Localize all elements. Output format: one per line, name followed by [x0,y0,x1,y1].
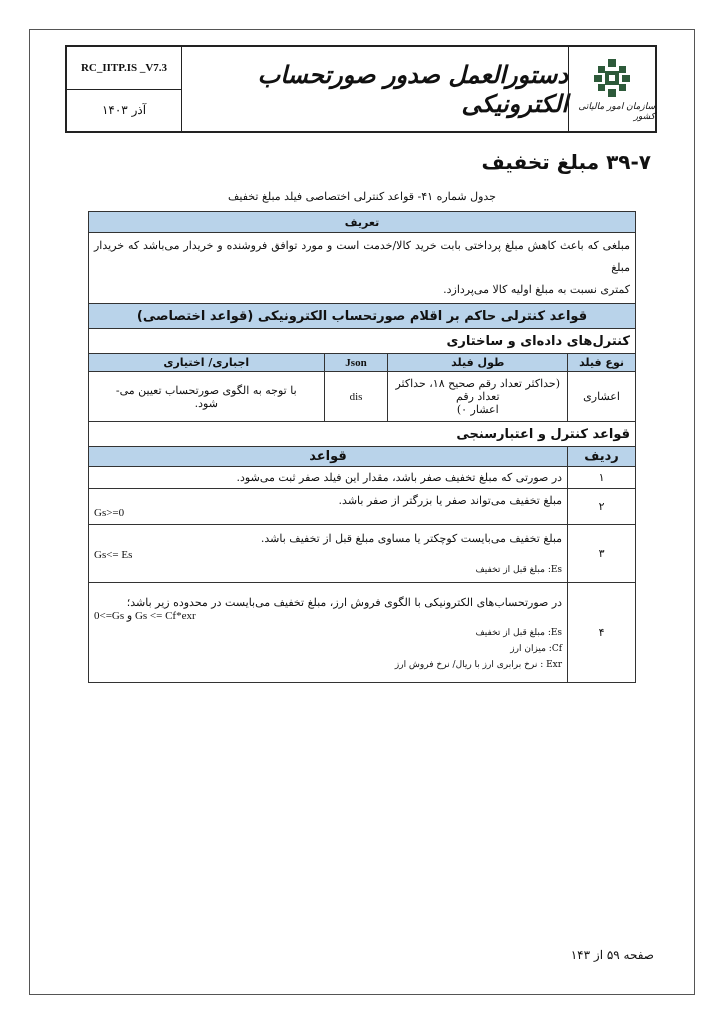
rule-row [89,525,636,583]
rule-number: ۲ [568,489,636,525]
validation-title: قواعد کنترل و اعتبارسنجی [89,422,636,447]
field-row [89,372,636,422]
definition-text [89,233,636,304]
doc-code: RC_IITP.IS _V7.3 [67,47,181,90]
rule-row [89,583,636,683]
col-json: Json [324,354,388,372]
rule-text: در صورتحساب‌های الکترونیکی با الگوی فروش ارز، مبلغ تخفیف می‌بایست در محدوده زیر باشد؛ [126,595,563,609]
json-value: dis [324,372,388,422]
col-field-length: طول فیلد [388,354,568,372]
definition-line-1: مبلغی که باعث کاهش مبلغ پرداختی بابت خرید کالا/خدمت است و مورد توافق فروشنده و خریدار می‌باشد که خریدار مبلغ [94,239,630,274]
definition-header-row [89,212,636,233]
section-title: ۳۹-۷ مبلغ تخفیف [481,150,651,174]
rule-note: Es: مبلغ قبل از تخفیف [475,565,563,575]
header-meta [67,47,182,131]
rules-table [88,211,636,683]
mandatory-line-2: شود. [194,396,218,410]
field-length-line-1: (حداکثر تعداد رقم صحیح ۱۸، حداکثر تعداد رقم [395,377,561,403]
tax-org-logo-icon [590,56,634,100]
field-length-line-2: اعشار ۰) [456,403,499,416]
rule-row [89,467,636,489]
org-name: سازمان امور مالیاتی کشور [578,102,655,122]
col-row-number: ردیف [568,447,636,467]
control-header-row [89,304,636,329]
rules-header-row [89,447,636,467]
document-header [65,45,657,133]
columns-header-row [89,354,636,372]
mandatory-line-1: با توجه به الگوی صورتحساب تعیین می- [115,383,297,397]
org-logo-block [568,47,655,131]
rule-cell [89,525,568,583]
mandatory-value [89,372,325,422]
col-mandatory: اجباری/ اختیاری [89,354,325,372]
table-caption: جدول شماره ۴۱- قواعد کنترلی اختصاصی فیلد مبلغ تخفیف [228,190,496,203]
rule-number: ۱ [568,467,636,489]
rule-note: Es: مبلغ قبل از تخفیف [475,627,563,638]
definition-row [89,233,636,304]
rule-number: ۴ [568,583,636,683]
control-header: قواعد کنترلی حاکم بر اقلام صورتحساب الکترونیکی (قواعد اختصاصی) [89,304,636,329]
rule-note: Cf: میزان ارز [510,643,563,654]
col-field-type: نوع فیلد [568,354,636,372]
col-rules: قواعد [89,447,568,467]
page-number: صفحه ۵۹ از ۱۴۳ [570,948,654,962]
rule-row [89,489,636,525]
rule-formula: Gs<= Es [94,549,133,561]
rule-number: ۳ [568,525,636,583]
rule-formula: Gs>=0 [94,507,125,519]
rule-text: مبلغ تخفیف می‌تواند صفر یا بزرگتر از صفر باشد. [338,494,563,507]
field-length-value [388,372,568,422]
field-type-value: اعشاری [568,372,636,422]
doc-date: آذر ۱۴۰۳ [101,103,147,118]
definition-line-2: کمتری نسبت به مبلغ اولیه کالا می‌پردازد. [443,283,630,296]
rule-text: مبلغ تخفیف می‌بایست کوچکتر یا مساوی مبلغ قبل از تخفیف باشد. [260,532,563,545]
definition-header: تعریف [89,212,636,233]
rule-cell [89,583,568,683]
rule-cell [89,489,568,525]
validation-title-row [89,422,636,447]
rule-formula: 0<=Gs و Gs <= Cf*exr [94,609,196,622]
document-title: دستورالعمل صدور صورتحساب الکترونیکی [257,60,568,118]
rule-text: در صورتی که مبلغ تخفیف صفر باشد، مقدار این فیلد صفر ثبت می‌شود. [89,467,568,489]
rule-note: Exr : نرخ برابری ارز با ریال/ نرخ فروش ارز [394,659,563,670]
data-controls-row [89,329,636,354]
data-controls-title: کنترل‌های داده‌ای و ساختاری [89,329,636,354]
